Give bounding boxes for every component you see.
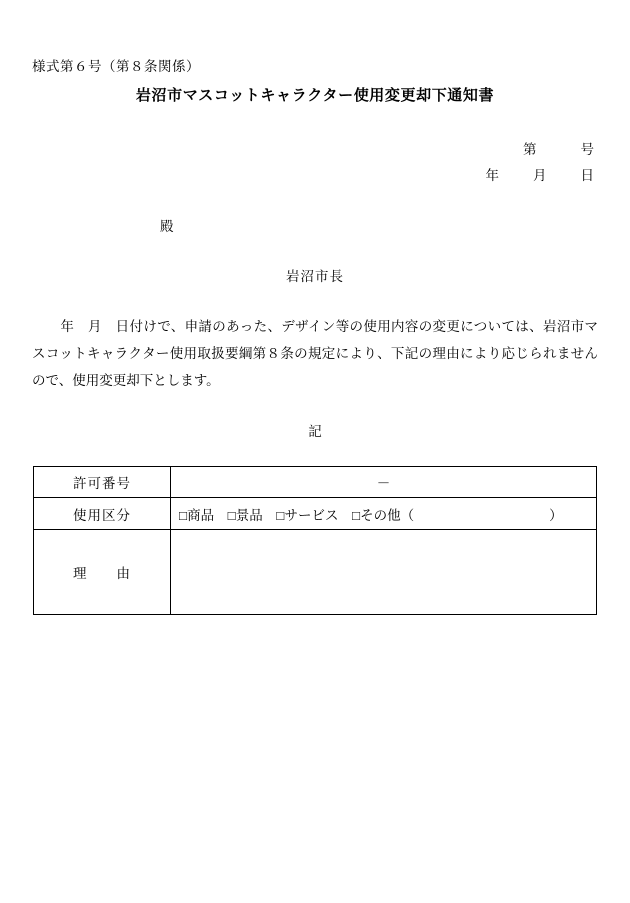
table-row <box>34 467 597 498</box>
issuer-name: 岩沼市長 <box>286 269 344 284</box>
page-title: 岩沼市マスコットキャラクター使用変更却下通知書 <box>135 88 495 104</box>
table-row <box>34 530 597 615</box>
usage-type-label: 使用区分 <box>34 498 171 530</box>
number-suffix-label: 号 <box>580 142 594 157</box>
details-table <box>33 466 597 615</box>
date-month-label: 月 <box>533 168 547 183</box>
ki-mark: 記 <box>308 424 322 439</box>
addressee-label: 殿 <box>160 219 174 234</box>
number-prefix-label: 第 <box>523 142 537 157</box>
form-number: 様式第６号（第８条関係） <box>32 59 200 74</box>
date-year-label: 年 <box>485 168 499 183</box>
body-paragraph-text: 年 月 日付けで、申請のあった、デザイン等の使用内容の変更については、岩沼市マスコットキャラクター使用取扱要綱第８条の規定により、下記の理由により応じられませんので、使用変更却下とします。 <box>32 319 598 388</box>
permit-number-label: 許可番号 <box>34 467 171 498</box>
permit-number-value[interactable]: － <box>171 467 597 498</box>
document-date-line <box>486 164 595 184</box>
date-day-label: 日 <box>580 168 594 183</box>
document-number-line <box>523 138 594 158</box>
usage-type-value[interactable]: □商品 □景品 □サービス □その他（ ） <box>171 498 597 530</box>
body-paragraph <box>32 313 598 394</box>
table-row <box>34 498 597 530</box>
reason-label: 理 由 <box>34 530 171 615</box>
reason-value[interactable] <box>171 530 597 615</box>
